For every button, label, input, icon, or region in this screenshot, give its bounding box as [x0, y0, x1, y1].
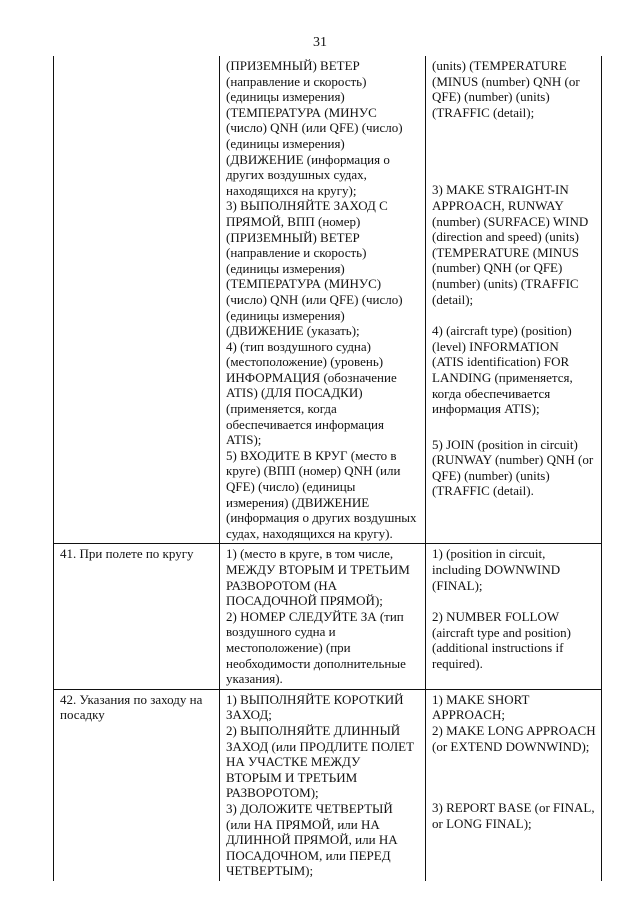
- ru-phrase: 3) ВЫПОЛНЯЙТЕ ЗАХОД С ПРЯМОЙ, ВПП (номер) (ПРИЗЕМНЫЙ) ВЕТЕР (направление и скорость) (единицы измерения) (ТЕМПЕРАТУРА (МИНУС) (число) QNH (или QFE) (число) (единицы измерения) (ДВИЖЕНИЕ (указать);: [226, 198, 403, 339]
- en-phrase: 2) MAKE LONG APPROACH (or EXTEND DOWNWIND);: [432, 722, 596, 754]
- english-phrase-cell: [426, 689, 602, 881]
- en-phrase: 5) JOIN (position in circuit) (RUNWAY (number) QNH (or QFE) (number) (units) (TRAFFIC (detail).: [432, 436, 594, 499]
- russian-phrase-cell: [220, 544, 426, 689]
- table-row: [54, 544, 602, 689]
- section-cell: [54, 689, 220, 881]
- page-number: 31: [313, 35, 327, 50]
- ru-phrase: 1) ВЫПОЛНЯЙТЕ КОРОТКИЙ ЗАХОД;: [226, 691, 404, 723]
- english-phrase-cell: [426, 544, 602, 689]
- ru-phrase: (ПРИЗЕМНЫЙ) ВЕТЕР (направление и скорость) (единицы измерения) (ТЕМПЕРАТУРА (МИНУС (число) QNH (или QFE) (число) (единицы измерения) (ДВИЖЕНИЕ (информация о других воздушных судах, находящихся на кругу);: [226, 58, 403, 198]
- en-phrase: 3) REPORT BASE (or FINAL, or LONG FINAL);: [432, 800, 595, 831]
- section-cell: [54, 544, 220, 689]
- ru-phrase: 2) НОМЕР СЛЕДУЙТЕ ЗА (тип воздушного судна и местоположение) (при необходимости дополнительные указания).: [226, 608, 406, 687]
- ru-phrase: 5) ВХОДИТЕ В КРУГ (место в круге) (ВПП (номер) QNH (или QFE) (число) (единицы измерения) (ДВИЖЕНИЕ (информация о других воздушных судах, находящихся на кругу).: [226, 447, 417, 541]
- section-cell: [54, 56, 220, 544]
- russian-phrase-cell: [220, 689, 426, 881]
- en-phrase: 2) NUMBER FOLLOW (aircraft type and position) (additional instructions if required).: [432, 609, 571, 671]
- en-phrase: 1) MAKE SHORT APPROACH;: [432, 691, 530, 723]
- en-phrase: (units) (TEMPERATURE (MINUS (number) QNH (or QFE) (number) (units) (TRAFFIC (detail);: [432, 58, 580, 120]
- en-phrase: 1) (position in circuit, including DOWNWIND (FINAL);: [432, 546, 561, 593]
- phraseology-table: [53, 56, 602, 881]
- english-phrase-cell: [426, 56, 602, 544]
- ru-phrase: 4) (тип воздушного судна) (местоположение) (уровень) ИНФОРМАЦИЯ (обозначение ATIS) (ДЛЯ ПОСАДКИ) (применяется, когда обеспечивается информация ATIS);: [226, 338, 397, 448]
- ru-phrase: 2) ВЫПОЛНЯЙТЕ ДЛИННЫЙ ЗАХОД (или ПРОДЛИТЕ ПОЛЕТ НА УЧАСТКЕ МЕЖДУ ВТОРЫМ И ТРЕТЬИМ РАЗВОРОТОМ);: [226, 722, 415, 801]
- table-row: [54, 56, 602, 544]
- ru-phrase: 1) (место в круге, в том числе, МЕЖДУ ВТОРЫМ И ТРЕТЬИМ РАЗВОРОТОМ (НА ПОСАДОЧНОЙ ПРЯМОЙ);: [226, 546, 410, 609]
- section-label: 42. Указания по заходу на посадку: [60, 691, 203, 723]
- en-phrase: 4) (aircraft type) (position) (level) INFORMATION (ATIS identification) FOR LANDING (применяется, когда обеспечивается информация ATIS);: [432, 323, 573, 417]
- table-row: [54, 689, 602, 881]
- russian-phrase-cell: [220, 56, 426, 544]
- section-label: 41. При полете по кругу: [60, 546, 194, 562]
- en-phrase: 3) MAKE STRAIGHT-IN APPROACH, RUNWAY (number) (SURFACE) WIND (direction and speed) (units) (TEMPERATURE (MINUS (number) QNH (or QFE) (number) (units) (TRAFFIC (detail);: [432, 182, 589, 307]
- ru-phrase: 3) ДОЛОЖИТЕ ЧЕТВЕРТЫЙ (или НА ПРЯМОЙ, или НА ДЛИННОЙ ПРЯМОЙ, или НА ПОСАДОЧНОМ, или ПЕРЕД ЧЕТВЕРТЫМ);: [226, 800, 398, 879]
